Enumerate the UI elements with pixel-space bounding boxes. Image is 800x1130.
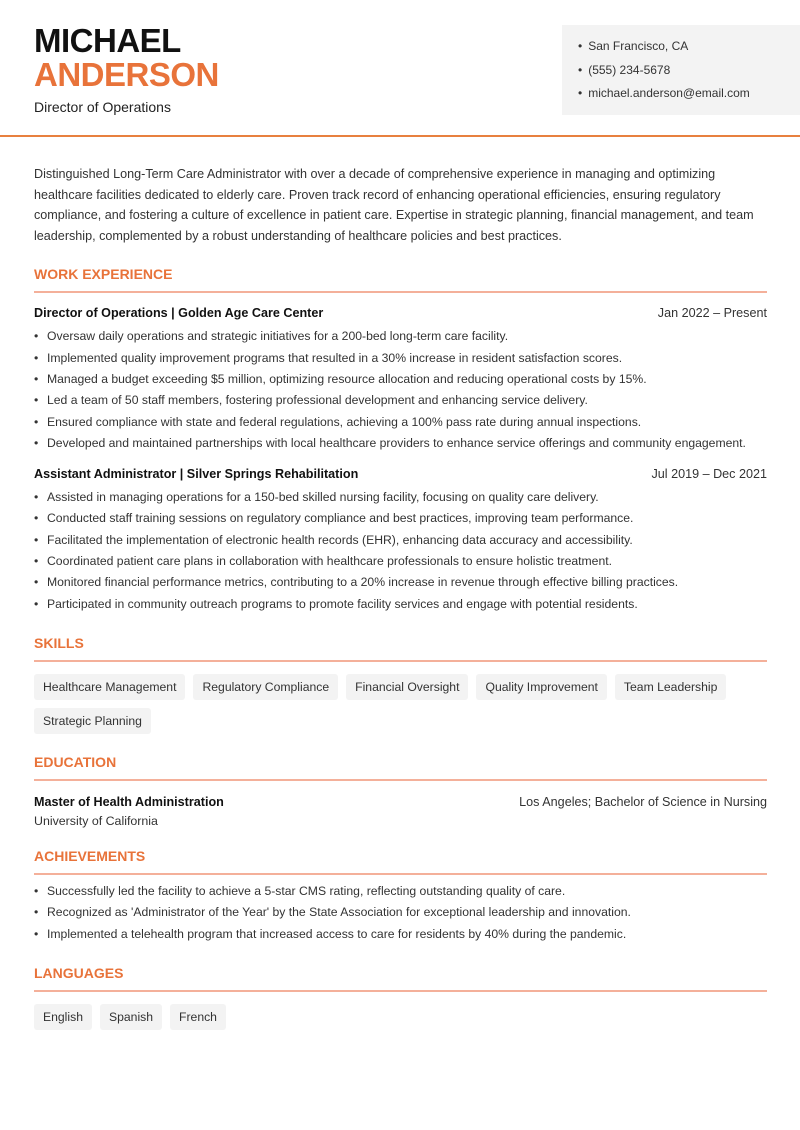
contact-phone: • (555) 234-5678 bbox=[578, 62, 800, 86]
bullet-item: • Participated in community outreach programs to promote facility services and engage with potential residents. bbox=[34, 594, 767, 615]
job-bullets bbox=[34, 487, 767, 615]
language-tag: Spanish bbox=[100, 1004, 162, 1030]
job-position: Director of Operations | Golden Age Care Center bbox=[34, 306, 324, 321]
achievement-item: • Successfully led the facility to achieve a 5-star CMS rating, reflecting outstanding quality of care. bbox=[34, 881, 767, 902]
section-heading-work: WORK EXPERIENCE bbox=[34, 266, 767, 293]
bullet-item: • Oversaw daily operations and strategic initiatives for a 200-bed long-term care facility. bbox=[34, 326, 767, 347]
bullet-item: • Conducted staff training sessions on regulatory compliance and best practices, improving team performance. bbox=[34, 508, 767, 529]
bullet-item: • Ensured compliance with state and federal regulations, achieving a 100% pass rate during annual inspections. bbox=[34, 412, 767, 433]
bullet-item: • Managed a budget exceeding $5 million, optimizing resource allocation and reducing operational costs by 15%. bbox=[34, 369, 767, 390]
first-name: MICHAEL bbox=[34, 22, 181, 59]
summary: Distinguished Long-Term Care Administrator with over a decade of comprehensive experience in managing and optimizing healthcare facilities dedicated to elderly care. Proven track record of enhancing operational efficiencies, ensuring regulatory compliance, and fostering a culture of excellence in patient care. Expertise in strategic planning, financial management, and team leadership, complemented by a robust understanding of healthcare policies and best practices. bbox=[34, 167, 754, 243]
bullet-item: • Implemented quality improvement programs that resulted in a 30% increase in resident satisfaction scores. bbox=[34, 348, 767, 369]
bullet-item: • Coordinated patient care plans in collaboration with healthcare professionals to ensure holistic treatment. bbox=[34, 551, 767, 572]
skill-tag: Quality Improvement bbox=[476, 674, 606, 700]
resume-header bbox=[0, 0, 800, 137]
job-title: Director of Operations bbox=[34, 99, 171, 115]
skill-tag: Financial Oversight bbox=[346, 674, 468, 700]
bullet-item: • Developed and maintained partnerships with local healthcare providers to enhance service offerings and community engagement. bbox=[34, 433, 767, 454]
achievement-item: • Recognized as 'Administrator of the Year' by the State Association for exceptional leadership and innovation. bbox=[34, 902, 767, 923]
job-header bbox=[34, 306, 767, 320]
education-entry bbox=[34, 795, 767, 809]
skills-list bbox=[34, 674, 767, 734]
job-bullets bbox=[34, 326, 767, 454]
education-detail: Los Angeles; Bachelor of Science in Nursing bbox=[519, 794, 767, 809]
language-tag: French bbox=[170, 1004, 226, 1030]
skill-tag: Healthcare Management bbox=[34, 674, 185, 700]
job-position: Assistant Administrator | Silver Springs Rehabilitation bbox=[34, 467, 359, 482]
section-heading-skills: SKILLS bbox=[34, 635, 767, 662]
contact-email[interactable]: • michael.anderson@email.com bbox=[578, 85, 800, 109]
bullet-item: • Monitored financial performance metrics, contributing to a 20% increase in revenue through effective billing practices. bbox=[34, 572, 767, 593]
last-name: ANDERSON bbox=[34, 56, 219, 93]
skill-tag: Strategic Planning bbox=[34, 708, 151, 734]
section-heading-achievements: ACHIEVEMENTS bbox=[34, 848, 767, 875]
bullet-item: • Facilitated the implementation of electronic health records (EHR), enhancing data accuracy and accessibility. bbox=[34, 530, 767, 551]
job-date: Jan 2022 – Present bbox=[657, 306, 767, 321]
achievement-item: • Implemented a telehealth program that increased access to care for residents by 40% during the pandemic. bbox=[34, 924, 767, 945]
candidate-name bbox=[34, 24, 219, 92]
contact-box bbox=[562, 25, 800, 115]
section-heading-languages: LANGUAGES bbox=[34, 965, 767, 992]
bullet-item: • Led a team of 50 staff members, fostering professional development and enhancing service delivery. bbox=[34, 390, 767, 411]
contact-location: • San Francisco, CA bbox=[578, 38, 800, 62]
job-date: Jul 2019 – Dec 2021 bbox=[651, 467, 767, 482]
degree: Master of Health Administration bbox=[34, 794, 224, 809]
languages-list bbox=[34, 1004, 767, 1030]
job-header bbox=[34, 467, 767, 481]
bullet-item: • Assisted in managing operations for a 150-bed skilled nursing facility, focusing on quality care delivery. bbox=[34, 487, 767, 508]
skill-tag: Team Leadership bbox=[615, 674, 727, 700]
skill-tag: Regulatory Compliance bbox=[193, 674, 338, 700]
school: University of California bbox=[34, 813, 158, 828]
language-tag: English bbox=[34, 1004, 92, 1030]
achievements-list bbox=[34, 881, 767, 945]
section-heading-education: EDUCATION bbox=[34, 754, 767, 781]
